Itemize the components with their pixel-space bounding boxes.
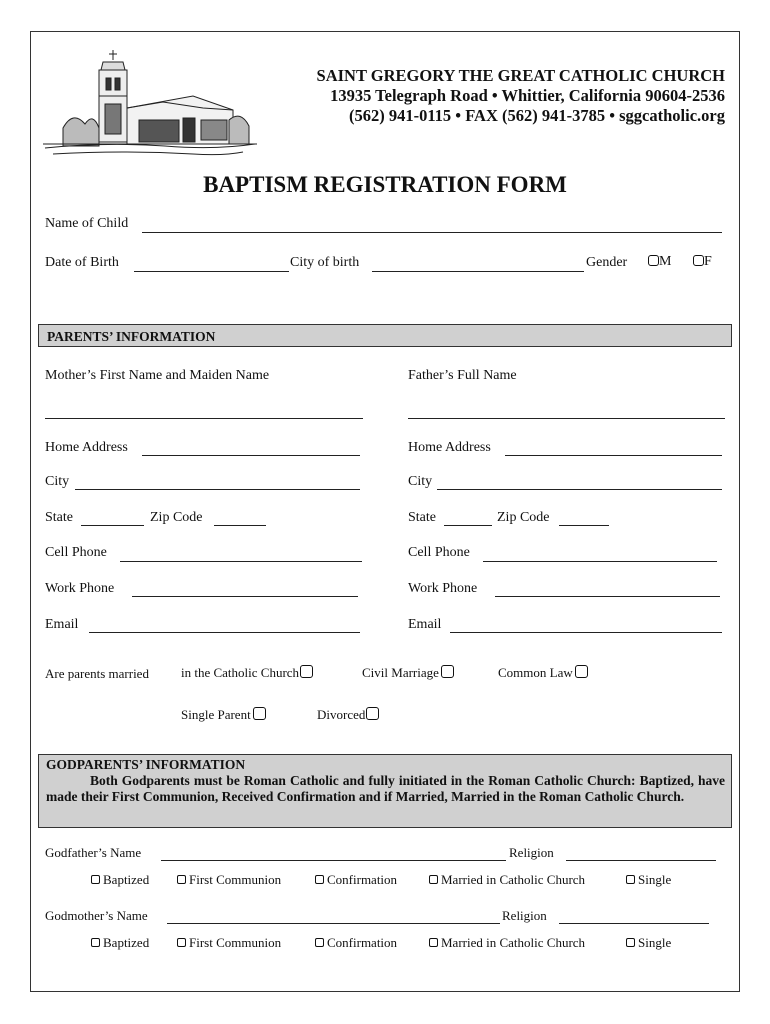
checkbox-icon[interactable]	[315, 875, 324, 884]
father-work-label: Work Phone	[408, 581, 478, 596]
option-catholic-church-label: in the Catholic Church	[181, 665, 300, 680]
option-divorced[interactable]	[317, 707, 379, 723]
godmother-religion-label: Religion	[502, 908, 547, 923]
mother-state-field[interactable]	[81, 525, 144, 526]
parents-section-header	[38, 324, 732, 347]
mother-work-label: Work Phone	[45, 581, 115, 596]
godfather-married[interactable]	[429, 872, 585, 888]
catholic-church-checkbox[interactable]	[300, 665, 313, 678]
checkbox-icon[interactable]	[91, 938, 100, 947]
godmother-first-communion[interactable]	[177, 935, 281, 951]
mother-work-field[interactable]	[132, 596, 358, 597]
godparents-section-title: GODPARENTS’ INFORMATION	[46, 757, 246, 772]
mother-zip-label: Zip Code	[150, 510, 203, 525]
father-city-label: City	[408, 474, 433, 489]
check-label: Single	[638, 935, 672, 950]
church-sketch-logo	[43, 48, 258, 164]
check-label: Single	[638, 872, 672, 887]
mother-address-label: Home Address	[45, 440, 128, 455]
godfather-confirmation[interactable]	[315, 872, 397, 888]
child-name-label: Name of Child	[45, 216, 129, 231]
godmother-religion-field[interactable]	[559, 923, 709, 924]
check-label: Baptized	[103, 872, 150, 887]
father-state-label: State	[408, 510, 436, 525]
check-label: Baptized	[103, 935, 150, 950]
checkbox-icon[interactable]	[177, 875, 186, 884]
father-address-field[interactable]	[505, 455, 722, 456]
mother-name-label: Mother’s First Name and Maiden Name	[45, 368, 270, 383]
divorced-checkbox[interactable]	[366, 707, 379, 720]
godfather-religion-field[interactable]	[566, 860, 716, 861]
father-city-field[interactable]	[437, 489, 722, 490]
father-address-label: Home Address	[408, 440, 491, 455]
check-label: First Communion	[189, 935, 282, 950]
option-common-law[interactable]	[498, 665, 588, 681]
godfather-single[interactable]	[626, 872, 671, 888]
gender-label: Gender	[586, 255, 628, 270]
mother-cell-field[interactable]	[120, 561, 362, 562]
mother-city-field[interactable]	[75, 489, 360, 490]
mother-city-label: City	[45, 474, 70, 489]
common-law-checkbox[interactable]	[575, 665, 588, 678]
father-email-label: Email	[408, 617, 442, 632]
checkbox-icon[interactable]	[91, 875, 100, 884]
godmother-married[interactable]	[429, 935, 585, 951]
check-label: Confirmation	[327, 935, 398, 950]
married-question: Are parents married	[45, 666, 149, 681]
option-civil-marriage[interactable]	[362, 665, 454, 681]
father-cell-label: Cell Phone	[408, 545, 470, 560]
father-state-field[interactable]	[444, 525, 492, 526]
godmother-single[interactable]	[626, 935, 671, 951]
check-label: First Communion	[189, 872, 282, 887]
mother-email-label: Email	[45, 617, 79, 632]
church-name: SAINT GREGORY THE GREAT CATHOLIC CHURCH	[316, 66, 725, 85]
godfather-name-label: Godfather’s Name	[45, 845, 142, 860]
gender-f-checkbox[interactable]	[693, 255, 704, 266]
civil-marriage-checkbox[interactable]	[441, 665, 454, 678]
checkbox-icon[interactable]	[626, 875, 635, 884]
godmother-baptized[interactable]	[91, 935, 149, 951]
gender-m-label: M	[659, 254, 672, 269]
godmother-name-field[interactable]	[167, 923, 500, 924]
single-parent-checkbox[interactable]	[253, 707, 266, 720]
father-zip-label: Zip Code	[497, 510, 550, 525]
father-work-field[interactable]	[495, 596, 720, 597]
church-address: 13935 Telegraph Road • Whittier, California 90604-2536	[330, 86, 725, 105]
option-civil-marriage-label: Civil Marriage	[362, 665, 439, 680]
child-name-field[interactable]	[142, 232, 722, 233]
form-title: BAPTISM REGISTRATION FORM	[203, 172, 567, 197]
gender-f-option[interactable]	[693, 254, 712, 270]
church-contact: (562) 941-0115 • FAX (562) 941-3785 • sggcatholic.org	[348, 106, 725, 125]
godparents-section-header	[38, 754, 732, 828]
form-page	[30, 31, 740, 992]
gender-m-checkbox[interactable]	[648, 255, 659, 266]
dob-label: Date of Birth	[45, 255, 119, 270]
city-of-birth-field[interactable]	[372, 271, 584, 272]
godmother-name-label: Godmother’s Name	[45, 908, 148, 923]
city-of-birth-label: City of birth	[290, 255, 360, 270]
parents-section-title: PARENTS’ INFORMATION	[47, 329, 216, 344]
godfather-baptized[interactable]	[91, 872, 149, 888]
godfather-first-communion[interactable]	[177, 872, 281, 888]
godfather-name-field[interactable]	[161, 860, 506, 861]
option-catholic-church[interactable]	[181, 665, 313, 681]
mother-state-label: State	[45, 510, 73, 525]
mother-zip-field[interactable]	[214, 525, 266, 526]
checkbox-icon[interactable]	[626, 938, 635, 947]
father-zip-field[interactable]	[559, 525, 609, 526]
check-label: Married in Catholic Church	[441, 935, 586, 950]
dob-field[interactable]	[134, 271, 289, 272]
father-name-label: Father’s Full Name	[408, 368, 517, 383]
option-common-law-label: Common Law	[498, 665, 573, 680]
mother-address-field[interactable]	[142, 455, 360, 456]
gender-f-label: F	[704, 254, 712, 269]
checkbox-icon[interactable]	[429, 875, 438, 884]
check-label: Confirmation	[327, 872, 398, 887]
father-email-field[interactable]	[450, 632, 722, 633]
father-cell-field[interactable]	[483, 561, 717, 562]
checkbox-icon[interactable]	[315, 938, 324, 947]
godparents-requirement: Both Godparents must be Roman Catholic and fully initiated in the Roman Catholic Church: Baptized, have made their First Communion, Received Confirmation and if Married, Married in the Roman Catholic Church.	[46, 773, 725, 804]
gender-m-option[interactable]	[648, 254, 671, 270]
father-name-field[interactable]	[408, 418, 725, 419]
mother-name-field[interactable]	[45, 418, 363, 419]
checkbox-icon[interactable]	[177, 938, 186, 947]
option-divorced-label: Divorced	[317, 707, 366, 722]
godfather-religion-label: Religion	[509, 845, 554, 860]
check-label: Married in Catholic Church	[441, 872, 586, 887]
option-single-parent[interactable]	[181, 707, 266, 723]
option-single-parent-label: Single Parent	[181, 707, 251, 722]
godmother-confirmation[interactable]	[315, 935, 397, 951]
checkbox-icon[interactable]	[429, 938, 438, 947]
mother-cell-label: Cell Phone	[45, 545, 107, 560]
mother-email-field[interactable]	[89, 632, 360, 633]
